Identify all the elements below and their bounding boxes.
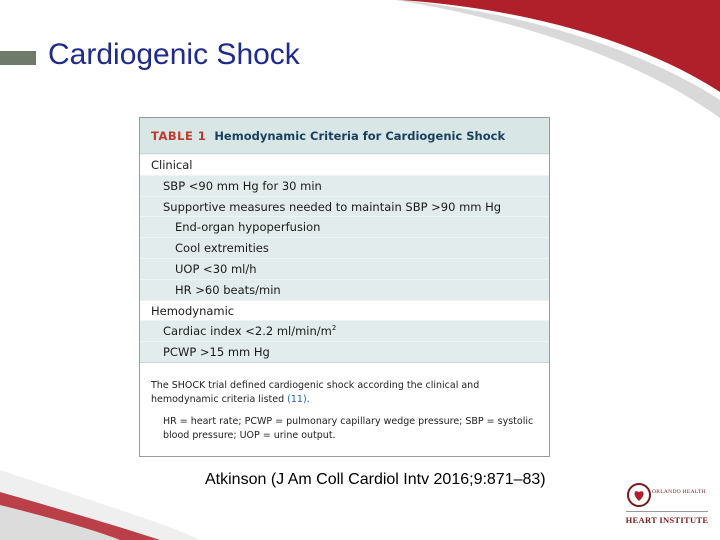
table-section-row — [140, 154, 549, 175]
table-row-text: Cardiac index <2.2 ml/min/m — [163, 324, 332, 339]
table-row — [140, 196, 549, 217]
logo-emblem-icon — [626, 482, 652, 508]
table-caption: Hemodynamic Criteria for Cardiogenic Shock — [214, 128, 506, 143]
title-bullet-bar — [0, 51, 36, 65]
table-row-text: Clinical — [151, 158, 193, 172]
table-row-text: End-organ hypoperfusion — [175, 220, 321, 235]
slide-title: Cardiogenic Shock — [48, 38, 300, 71]
table-row — [140, 237, 549, 258]
table-divider — [140, 362, 549, 375]
logo-small-text: ORLANDO HEALTH — [652, 489, 706, 495]
table-label: TABLE 1 — [151, 128, 207, 143]
note-end: . — [306, 393, 310, 405]
table-note-abbreviations: HR = heart rate; PCWP = pulmonary capillary wedge pressure; SBP = systolic blood pressure; UOP = urine output. — [163, 415, 534, 441]
table-row-text: SBP <90 mm Hg for 30 min — [163, 178, 322, 193]
table-rows — [140, 154, 549, 362]
table-note-main — [151, 379, 538, 407]
table-row — [140, 175, 549, 196]
table-row-superscript: 2 — [331, 324, 337, 333]
hemodynamic-criteria-table — [139, 117, 550, 457]
table-row-text: PCWP >15 mm Hg — [163, 345, 270, 360]
table-row — [140, 258, 549, 279]
table-row — [140, 341, 549, 362]
table-row-text: Supportive measures needed to maintain SBP >90 mm Hg — [163, 199, 502, 214]
table-row — [140, 320, 549, 341]
note-text: The SHOCK trial defined cardiogenic shock according the clinical and hemodynamic criteria listed — [151, 379, 480, 405]
reference-link[interactable]: (11) — [287, 393, 307, 405]
table-row-text: Cool extremities — [175, 241, 269, 256]
logo-divider — [626, 511, 708, 512]
table-row-text: UOP <30 ml/h — [175, 261, 257, 276]
table-row-text: Hemodynamic — [151, 303, 235, 318]
citation-text: Atkinson (J Am Coll Cardiol Intv 2016;9:871–83) — [205, 471, 546, 488]
table-footnotes — [140, 375, 549, 443]
table-section-row — [140, 300, 549, 321]
table-row — [140, 279, 549, 300]
heart-institute-logo — [622, 482, 712, 530]
table-row — [140, 216, 549, 237]
table-header — [140, 118, 549, 154]
logo-main-text: HEART INSTITUTE — [625, 515, 709, 525]
table-row-text: HR >60 beats/min — [175, 282, 281, 297]
